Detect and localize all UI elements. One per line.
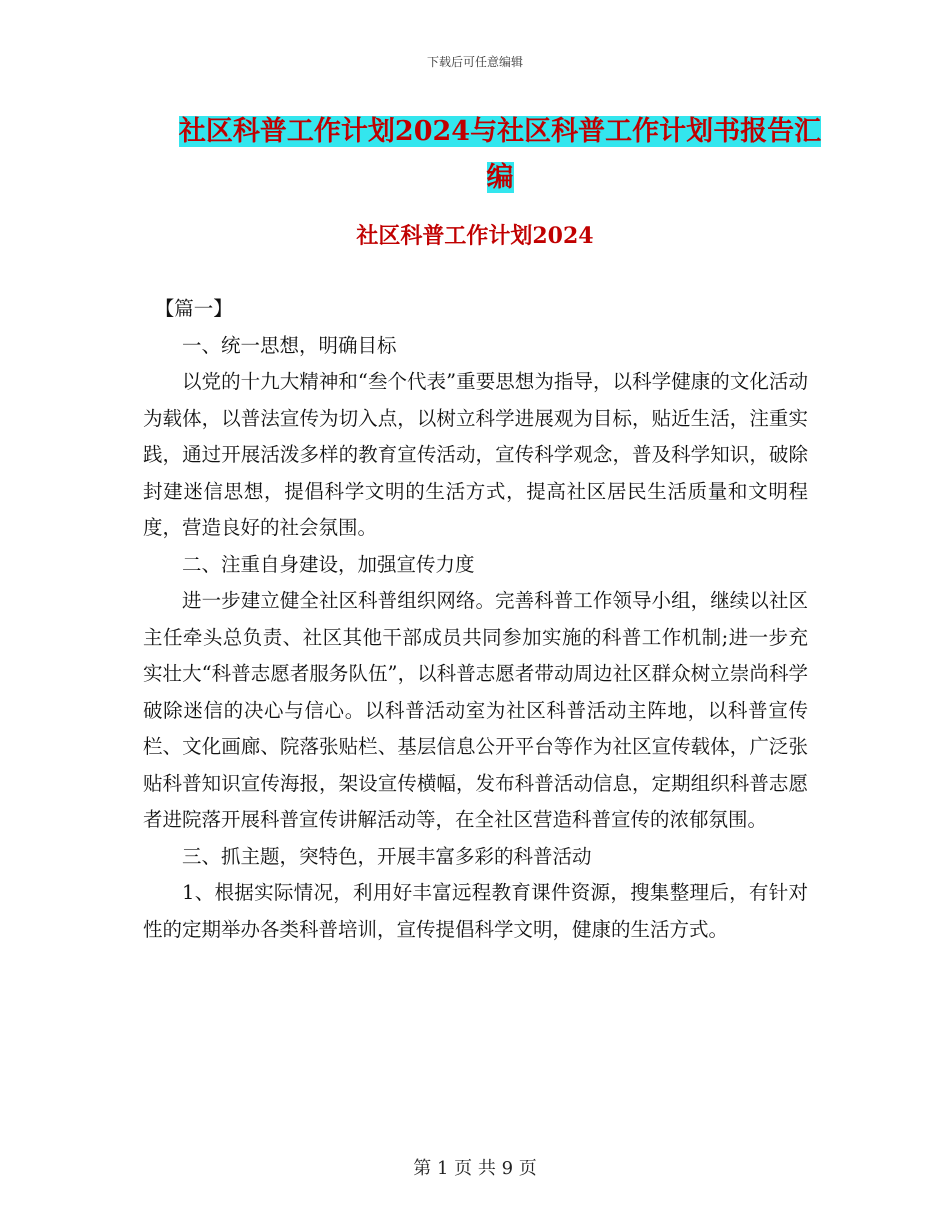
document-title [150, 109, 850, 201]
paragraph-3: 1、根据实际情况，利用好丰富远程教育课件资源，搜集整理后，有针对性的定期举办各类科普培训，宣传提倡科学文明，健康的生活方式。 [143, 881, 808, 941]
paragraph-1: 以党的十九大精神和“叁个代表”重要思想为指导，以科学健康的文化活动为载体，以普法宣传为切入点，以树立科学进展观为目标，贴近生活，注重实践，通过开展活泼多样的教育宣传活动，宣传科学观念，普及科学知识，破除封建迷信思想，提倡科学文明的生活方式，提高社区居民生活质量和文明程度，营造良好的社会氛围。 [143, 370, 808, 539]
heading-1: 一、统一思想，明确目标 [182, 333, 397, 357]
heading-2: 二、注重自身建设，加强宣传力度 [182, 552, 475, 576]
heading-3: 三、抓主题，突特色，开展丰富多彩的科普活动 [182, 844, 592, 868]
document-body [143, 291, 808, 948]
section-title: 社区科普工作计划2024 [356, 223, 594, 249]
part-label: 【篇一】 [154, 297, 233, 320]
paragraph-2: 进一步建立健全社区科普组织网络。完善科普工作领导小组，继续以社区主任牵头总负责、社区其他干部成员共同参加实施的科普工作机制;进一步充实壮大“科普志愿者服务队伍”，以科普志愿者带动周边社区群众树立崇尚科学破除迷信的决心与信心。以科普活动室为社区科普活动主阵地，以科普宣传栏、文化画廊、院落张贴栏、基层信息公开平台等作为社区宣传载体，广泛张贴科普知识宣传海报，架设宣传横幅，发布科普活动信息，定期组织科普志愿者进院落开展科普宣传讲解活动等，在全社区营造科普宣传的浓郁氛围。 [143, 589, 808, 831]
page-number: 第 1 页 共 9 页 [413, 1158, 537, 1179]
title-line-1: 社区科普工作计划2024与社区科普工作计划书报告汇 [178, 116, 822, 147]
page-header-note: 下载后可任意编辑 [426, 55, 523, 69]
title-line-2: 编 [486, 162, 514, 193]
